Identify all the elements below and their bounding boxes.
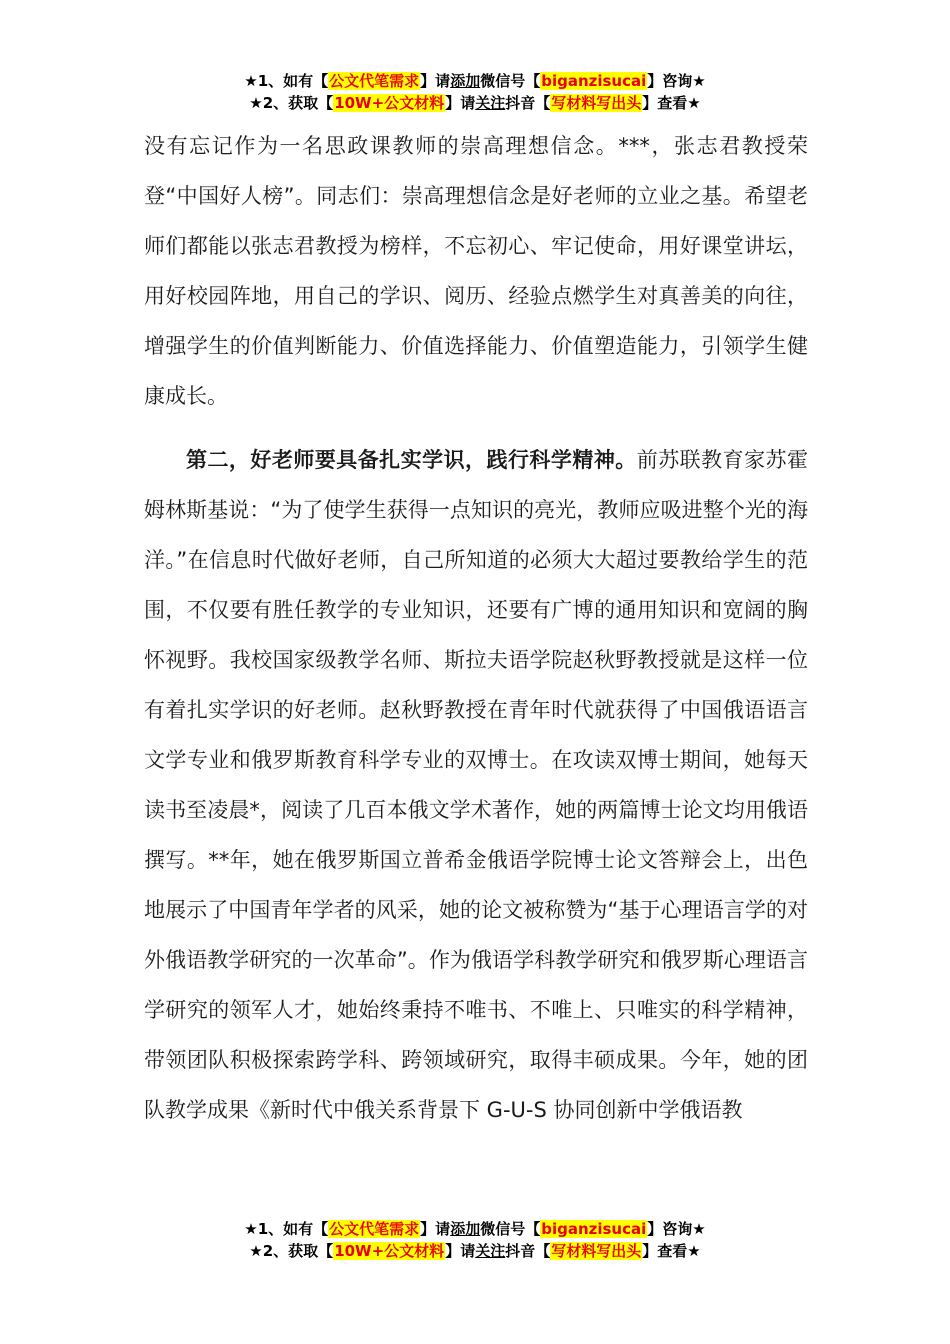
banner-text: 抖音【 (505, 94, 551, 112)
document-body (144, 121, 808, 1135)
highlight-service: 公文代笔需求 (329, 72, 420, 90)
banner-text: 】请 (420, 1220, 451, 1238)
underlined-action: 关注 (475, 1242, 506, 1260)
highlight-materials: 10W+公文材料 (334, 94, 445, 112)
footer-banner-line-1 (0, 1218, 950, 1240)
banner-text: 】咨询★ (647, 1220, 706, 1238)
paragraph-2-text: 前苏联教育家苏霍姆林斯基说：“为了使学生获得一点知识的亮光，教师应吸进整个光的海洋。”在信息时代做好老师，自己所知道的必须大大超过要教给学生的范围，不仅要有胜任教学的专业知识，还要有广博的通用知识和宽阔的胸怀视野。我校国家级教学名师、斯拉夫语学院赵秋野教授就是这样一位有着扎实学识的好老师。赵秋野教授在青年时代就获得了中国俄语语言文学专业和俄罗斯教育科学专业的双博士。在攻读双博士期间，她每天读书至凌晨*，阅读了几百本俄文学术著作，她的两篇博士论文均用俄语撰写。**年，她在俄罗斯国立普希金俄语学院博士论文答辩会上，出色地展示了中国青年学者的风采，她的论文被称赞为“基于心理语言学的对外俄语教学研究的一次革命”。作为俄语学科教学研究和俄罗斯心理语言学研究的领军人才，她始终秉持不唯书、不唯上、只唯实的科学精神，带领团队积极探索跨学科、跨领域研究，取得丰硕成果。今年，她的团队教学成果《新时代中俄关系背景下 G-U-S 协同创新中学俄语教 (144, 448, 808, 1122)
underlined-action: 添加 (450, 72, 481, 90)
header-banner (0, 70, 950, 114)
banner-text: ★2、获取【 (249, 1242, 334, 1260)
banner-text: ★1、如有【 (244, 1220, 329, 1238)
footer-banner (0, 1218, 950, 1262)
highlight-douyin-account: 写材料写出头 (551, 94, 642, 112)
paragraph-2 (144, 435, 808, 1135)
banner-text: ★2、获取【 (249, 94, 334, 112)
banner-text: 】咨询★ (647, 72, 706, 90)
banner-text: 微信号【 (480, 72, 541, 90)
footer-banner-line-2 (0, 1240, 950, 1262)
highlight-service: 公文代笔需求 (329, 1220, 420, 1238)
highlight-materials: 10W+公文材料 (334, 1242, 445, 1260)
banner-text: 】请 (445, 94, 476, 112)
underlined-action: 添加 (450, 1220, 481, 1238)
highlight-wechat-id: biganzisucai (541, 72, 647, 90)
highlight-wechat-id: biganzisucai (541, 1220, 647, 1238)
banner-text: 抖音【 (505, 1242, 551, 1260)
banner-text: 】查看★ (642, 94, 701, 112)
banner-text: ★1、如有【 (244, 72, 329, 90)
banner-text: 】查看★ (642, 1242, 701, 1260)
banner-text: 】请 (420, 72, 451, 90)
header-banner-line-2 (0, 92, 950, 114)
banner-text: 】请 (445, 1242, 476, 1260)
banner-text: 微信号【 (480, 1220, 541, 1238)
underlined-action: 关注 (475, 94, 506, 112)
paragraph-1: 没有忘记作为一名思政课教师的崇高理想信念。***，张志君教授荣登“中国好人榜”。同志们：崇高理想信念是好老师的立业之基。希望老师们都能以张志君教授为榜样，不忘初心、牢记使命，用好课堂讲坛，用好校园阵地，用自己的学识、阅历、经验点燃学生对真善美的向往，增强学生的价值判断能力、价值选择能力、价值塑造能力，引领学生健康成长。 (144, 134, 808, 408)
highlight-douyin-account: 写材料写出头 (551, 1242, 642, 1260)
paragraph-2-heading: 第二，好老师要具备扎实学识，践行科学精神。 (186, 448, 637, 472)
header-banner-line-1 (0, 70, 950, 92)
